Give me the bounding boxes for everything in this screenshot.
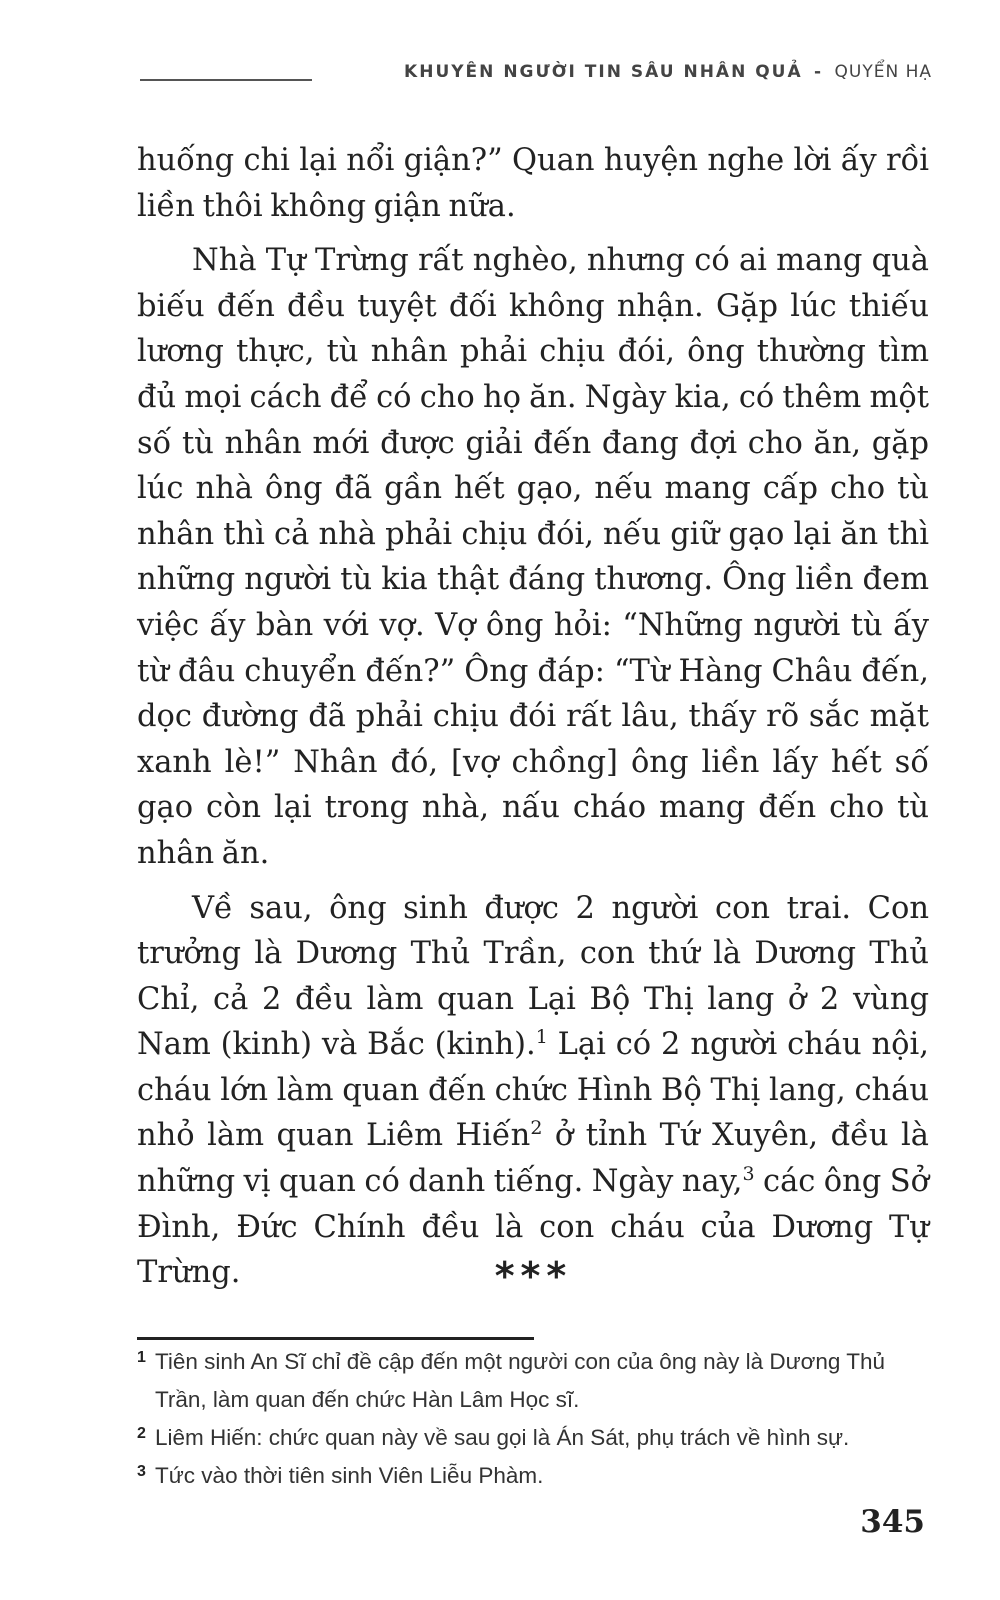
section-separator: *** [494, 1254, 573, 1298]
footnote [137, 1457, 932, 1495]
footnote [137, 1343, 932, 1419]
footnotes [137, 1343, 932, 1495]
footnote-ref-1[interactable]: 1 [535, 1026, 548, 1049]
book-title: KHUYÊN NGƯỜI TIN SÂU NHÂN QUẢ [404, 62, 803, 82]
footnote-text: Liêm Hiến: chức quan này về sau gọi là Án Sát, phụ trách về hình sự. [155, 1425, 850, 1450]
footnote-text: Tức vào thời tiên sinh Viên Liễu Phàm. [155, 1463, 544, 1488]
header-separator: - [814, 62, 824, 82]
footnote-number: 2 [137, 1425, 146, 1442]
paragraph [137, 886, 929, 1296]
running-header [140, 62, 932, 90]
header-text [404, 62, 932, 82]
paragraph-continued: huống chi lại nổi giận?” Quan huyện nghe lời ấy rồi liền thôi không giận nữa. [137, 143, 929, 224]
paragraph-text: Lại có 2 người cháu nội, cháu lớn làm quan đến chức Hình Bộ Thị lang, cháu nhỏ làm quan Liêm Hiến [137, 1027, 929, 1154]
page-number: 345 [860, 1504, 925, 1540]
body-text [137, 138, 929, 1296]
header-rule [140, 79, 312, 81]
footnote-text: Tiên sinh An Sĩ chỉ đề cập đến một người con của ông này là Dương Thủ Trần, làm quan đến chức Hàn Lâm Học sĩ. [155, 1349, 886, 1412]
footnote-number: 1 [137, 1349, 146, 1366]
volume-label: QUYỂN HẠ [834, 62, 932, 82]
footnote-ref-2[interactable]: 2 [530, 1117, 543, 1140]
footnote-rule [137, 1337, 534, 1340]
paragraph-text: ở tỉnh Tứ Xuyên, đều là những vị quan có danh tiếng. Ngày nay, [137, 1118, 929, 1200]
paragraph-text: Về sau, ông sinh được 2 người con trai. Con trưởng là Dương Thủ Trần, con thứ là Dương Thủ Chỉ, cả 2 đều làm quan Lại Bộ Thị lang ở 2 vùng Nam (kinh) và Bắc (kinh). [137, 890, 929, 1063]
footnote-ref-3[interactable]: 3 [742, 1162, 755, 1185]
footnote-number: 3 [137, 1463, 146, 1480]
footnote [137, 1419, 932, 1457]
paragraph: Nhà Tự Trừng rất nghèo, nhưng có ai mang quà biếu đến đều tuyệt đối không nhận. Gặp lúc thiếu lương thực, tù nhân phải chịu đói, ông thường tìm đủ mọi cách để có cho họ ăn. Ngày kia, có thêm một số tù nhân mới được giải đến đang đợi cho ăn, gặp lúc nhà ông đã gần hết gạo, nếu mang cấp cho tù nhân thì cả nhà phải chịu đói, nếu giữ gạo lại ăn thì những người tù kia thật đáng thương. Ông liền đem việc ấy bàn với vợ. Vợ ông hỏi: “Những người tù ấy từ đâu chuyển đến?” Ông đáp: “Từ Hàng Châu đến, dọc đường đã phải chịu đói rất lâu, thấy rõ sắc mặt xanh lè!” Nhân đó, [vợ chồng] ông liền lấy hết số gạo còn lại trong nhà, nấu cháo mang đến cho tù nhân ăn. [137, 243, 929, 871]
paragraph-text: các ông Sở Đình, Đức Chính đều là con cháu của Dương Tự Trừng. [137, 1164, 929, 1291]
